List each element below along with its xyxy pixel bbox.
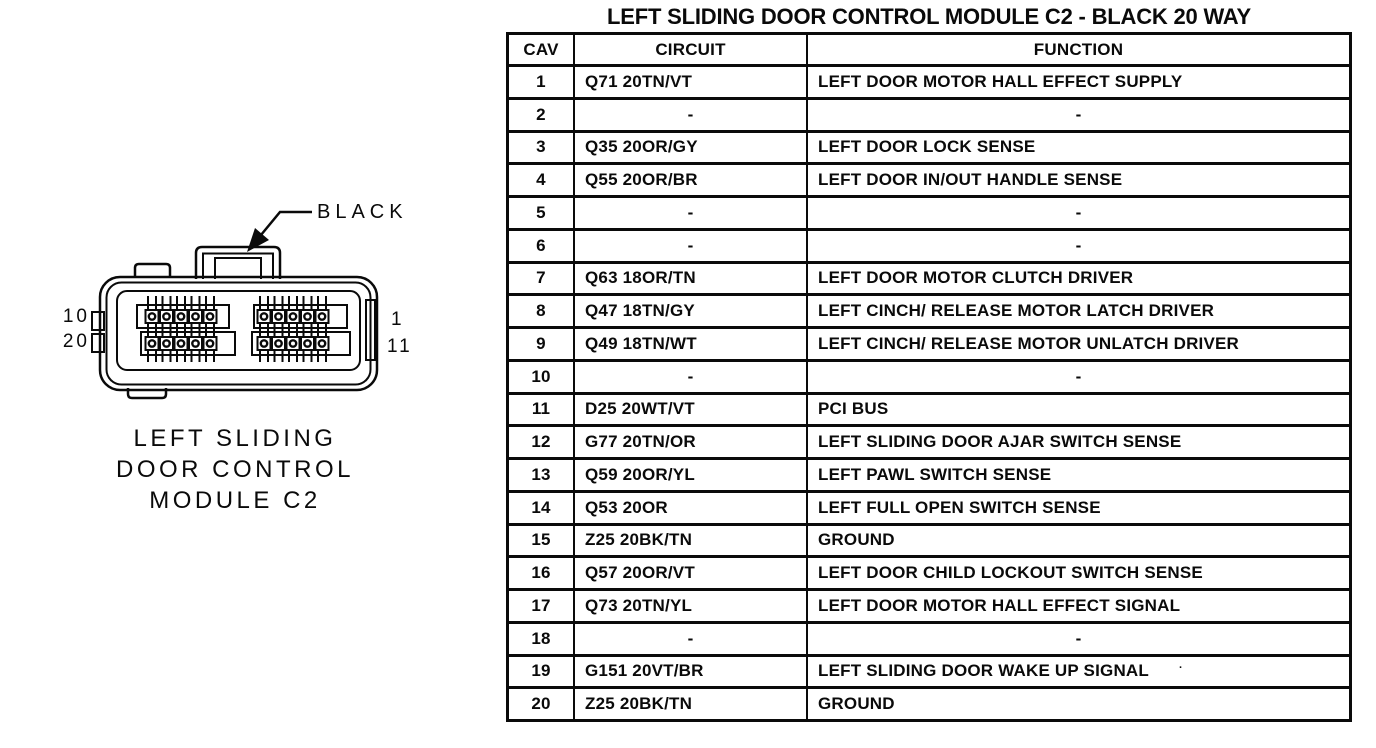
function-cell: LEFT DOOR LOCK SENSE	[818, 137, 1036, 157]
circuit-cell: G77 20TN/OR	[575, 427, 808, 457]
table-row	[509, 591, 1349, 624]
table-row	[509, 133, 1349, 166]
cav-cell: 15	[509, 526, 575, 556]
callout-arrowhead-icon	[247, 228, 269, 252]
circuit-cell: Q63 18OR/TN	[575, 264, 808, 294]
function-cell: LEFT DOOR MOTOR HALL EFFECT SUPPLY	[818, 71, 1183, 91]
cavity-outline	[117, 291, 360, 370]
cav-cell: 3	[509, 133, 575, 163]
table-row	[509, 67, 1349, 100]
cav-cell: 18	[509, 624, 575, 654]
circuit-cell: Q47 18TN/GY	[575, 296, 808, 326]
cav-cell: 14	[509, 493, 575, 523]
pin-label-11: 11	[387, 336, 413, 357]
connector-caption	[95, 423, 375, 516]
function-cell: -	[1075, 235, 1082, 255]
cav-cell: 8	[509, 296, 575, 326]
function-cell	[808, 657, 1349, 687]
left-index-bump-top	[92, 312, 104, 330]
circuit-cell: -	[575, 198, 808, 228]
table-row	[509, 198, 1349, 231]
table-row	[509, 362, 1349, 395]
cav-cell: 4	[509, 165, 575, 195]
function-cell: LEFT DOOR MOTOR CLUTCH DRIVER	[818, 268, 1134, 288]
cav-cell: 5	[509, 198, 575, 228]
table-row	[509, 493, 1349, 526]
function-cell: LEFT DOOR MOTOR HALL EFFECT SIGNAL	[818, 595, 1181, 615]
circuit-cell: -	[575, 100, 808, 130]
circuit-cell: -	[575, 624, 808, 654]
function-cell: -	[1075, 202, 1082, 222]
table-row	[509, 526, 1349, 559]
cav-cell: 11	[509, 395, 575, 425]
circuit-cell: Z25 20BK/TN	[575, 689, 808, 719]
circuit-cell: -	[575, 362, 808, 392]
cav-cell: 7	[509, 264, 575, 294]
cav-cell: 10	[509, 362, 575, 392]
circuit-cell: G151 20VT/BR	[575, 657, 808, 687]
circuit-cell: Q59 20OR/YL	[575, 460, 808, 490]
function-cell: GROUND	[818, 694, 895, 714]
table-row	[509, 165, 1349, 198]
pin-label-1: 1	[391, 309, 405, 330]
cav-cell: 6	[509, 231, 575, 261]
table-row	[509, 231, 1349, 264]
function-cell: LEFT DOOR CHILD LOCKOUT SWITCH SENSE	[818, 563, 1203, 583]
circuit-cell: Q55 20OR/BR	[575, 165, 808, 195]
function-cell: LEFT PAWL SWITCH SENSE	[818, 464, 1052, 484]
table-row	[509, 100, 1349, 133]
circuit-cell: Q49 18TN/WT	[575, 329, 808, 359]
function-cell: -	[1075, 628, 1082, 648]
cav-cell: 1	[509, 67, 575, 97]
cav-cell: 19	[509, 657, 575, 687]
circuit-cell: Q73 20TN/YL	[575, 591, 808, 621]
latch-tab-outer	[196, 247, 280, 279]
cav-cell: 13	[509, 460, 575, 490]
function-cell: LEFT CINCH/ RELEASE MOTOR UNLATCH DRIVER	[818, 333, 1240, 353]
connector-caption-line-3: MODULE C2	[149, 487, 321, 514]
table-header-row	[509, 35, 1349, 67]
cav-cell: 17	[509, 591, 575, 621]
circuit-cell: Q53 20OR	[575, 493, 808, 523]
connector-color-label: BLACK	[317, 201, 408, 223]
function-cell: GROUND	[818, 530, 895, 550]
circuit-cell: Q71 20TN/VT	[575, 67, 808, 97]
page-title: LEFT SLIDING DOOR CONTROL MODULE C2 - BLACK 20 WAY	[607, 4, 1251, 29]
circuit-cell: -	[575, 231, 808, 261]
table-row	[509, 689, 1349, 719]
function-cell: LEFT FULL OPEN SWITCH SENSE	[818, 497, 1101, 517]
table-row	[509, 624, 1349, 657]
connector-caption-line-2: DOOR CONTROL	[115, 456, 354, 483]
header-function: FUNCTION	[1033, 39, 1124, 59]
table-row	[509, 460, 1349, 493]
circuit-cell: Q57 20OR/VT	[575, 558, 808, 588]
pin-label-10: 10	[62, 306, 90, 327]
scan-artifact: ·	[1179, 662, 1183, 675]
table-row	[509, 395, 1349, 428]
connector-caption-line-1: LEFT SLIDING	[133, 425, 337, 452]
table-row	[509, 657, 1349, 690]
table-row	[509, 264, 1349, 297]
header-circuit: CIRCUIT	[575, 35, 808, 64]
table-row	[509, 296, 1349, 329]
cav-cell: 20	[509, 689, 575, 719]
table-row	[509, 427, 1349, 460]
function-text: LEFT SLIDING DOOR WAKE UP SIGNAL	[818, 661, 1149, 681]
function-cell: -	[1075, 104, 1082, 124]
cav-cell: 12	[509, 427, 575, 457]
left-index-bump-bottom	[92, 334, 104, 352]
pin-label-20: 20	[62, 331, 90, 352]
cav-cell: 9	[509, 329, 575, 359]
table-row	[509, 329, 1349, 362]
pinout-table	[506, 32, 1352, 722]
cav-cell: 16	[509, 558, 575, 588]
function-cell: PCI BUS	[818, 399, 889, 419]
cav-cell: 2	[509, 100, 575, 130]
circuit-cell: Z25 20BK/TN	[575, 526, 808, 556]
table-row	[509, 558, 1349, 591]
function-cell: LEFT SLIDING DOOR AJAR SWITCH SENSE	[818, 432, 1182, 452]
function-cell: LEFT DOOR IN/OUT HANDLE SENSE	[818, 170, 1123, 190]
function-cell: LEFT CINCH/ RELEASE MOTOR LATCH DRIVER	[818, 301, 1215, 321]
function-cell: -	[1075, 366, 1082, 386]
circuit-cell: Q35 20OR/GY	[575, 133, 808, 163]
circuit-cell: D25 20WT/VT	[575, 395, 808, 425]
header-cav: CAV	[509, 35, 575, 64]
